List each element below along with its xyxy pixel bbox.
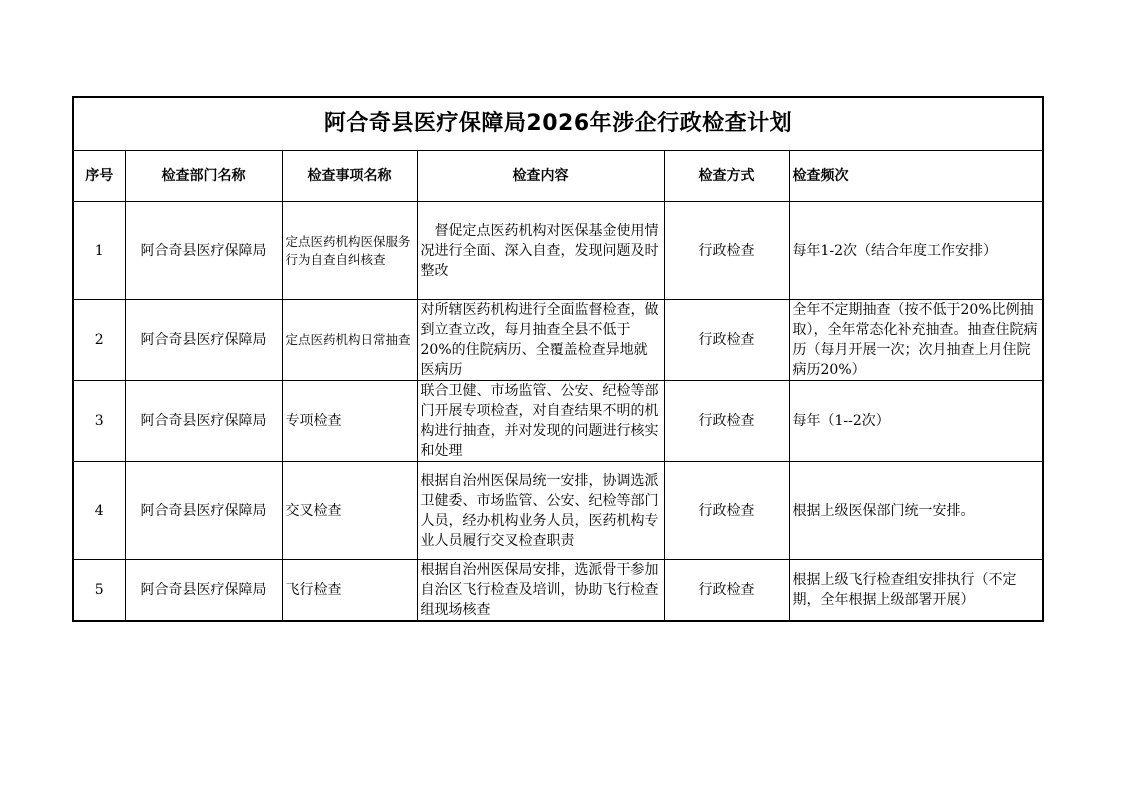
row-content: 联合卫健、市场监管、公安、纪检等部门开展专项检查，对自查结果不明的机构进行抽查，并对发现的问题进行核实和处理: [417, 381, 664, 462]
row-seq: 4: [73, 462, 125, 560]
row-seq: 2: [73, 300, 125, 381]
table-row: [73, 560, 1043, 622]
row-dept: 阿合奇县医疗保障局: [125, 381, 282, 462]
row-item: 定点医药机构日常抽查: [282, 300, 417, 381]
row-content: 对所辖医药机构进行全面监督检查，做到立查立改，每月抽查全县不低于20%的住院病历、全覆盖检查异地就医病历: [417, 300, 664, 381]
row-method: 行政检查: [664, 300, 789, 381]
row-seq: 3: [73, 381, 125, 462]
header-method: 检查方式: [664, 151, 789, 202]
header-frequency: 检查频次: [789, 151, 1043, 202]
header-seq: 序号: [73, 151, 125, 202]
table-row: [73, 462, 1043, 560]
row-item: 定点医药机构医保服务行为自查自纠核查: [282, 202, 417, 300]
row-frequency: 根据上级医保部门统一安排。: [789, 462, 1043, 560]
row-content: 根据自治州医保局统一安排，协调选派卫健委、市场监管、公安、纪检等部门人员，经办机构业务人员，医药机构专业人员履行交叉检查职责: [417, 462, 664, 560]
row-content: 根据自治州医保局安排，选派骨干参加自治区飞行检查及培训，协助飞行检查组现场核查: [417, 560, 664, 622]
row-item: 专项检查: [282, 381, 417, 462]
row-item: 交叉检查: [282, 462, 417, 560]
row-frequency: 每年1-2次（结合年度工作安排）: [789, 202, 1043, 300]
row-dept: 阿合奇县医疗保障局: [125, 300, 282, 381]
page-title: 阿合奇县医疗保障局2026年涉企行政检查计划: [73, 97, 1043, 151]
inspection-plan-table: [72, 96, 1044, 622]
header-content: 检查内容: [417, 151, 664, 202]
header-item: 检查事项名称: [282, 151, 417, 202]
row-seq: 5: [73, 560, 125, 622]
row-seq: 1: [73, 202, 125, 300]
row-frequency: 每年（1--2次）: [789, 381, 1043, 462]
row-frequency: 全年不定期抽查（按不低于20%比例抽取），全年常态化补充抽查。抽查住院病历（每月开展一次；次月抽查上月住院病历20%）: [789, 300, 1043, 381]
table-row: [73, 202, 1043, 300]
row-method: 行政检查: [664, 462, 789, 560]
header-dept: 检查部门名称: [125, 151, 282, 202]
row-frequency: 根据上级飞行检查组安排执行（不定期，全年根据上级部署开展）: [789, 560, 1043, 622]
row-dept: 阿合奇县医疗保障局: [125, 202, 282, 300]
row-method: 行政检查: [664, 381, 789, 462]
row-method: 行政检查: [664, 560, 789, 622]
row-dept: 阿合奇县医疗保障局: [125, 560, 282, 622]
row-method: 行政检查: [664, 202, 789, 300]
table-row: [73, 300, 1043, 381]
table-row: [73, 381, 1043, 462]
row-dept: 阿合奇县医疗保障局: [125, 462, 282, 560]
row-item: 飞行检查: [282, 560, 417, 622]
row-content: 督促定点医药机构对医保基金使用情况进行全面、深入自查，发现问题及时整改: [417, 202, 664, 300]
